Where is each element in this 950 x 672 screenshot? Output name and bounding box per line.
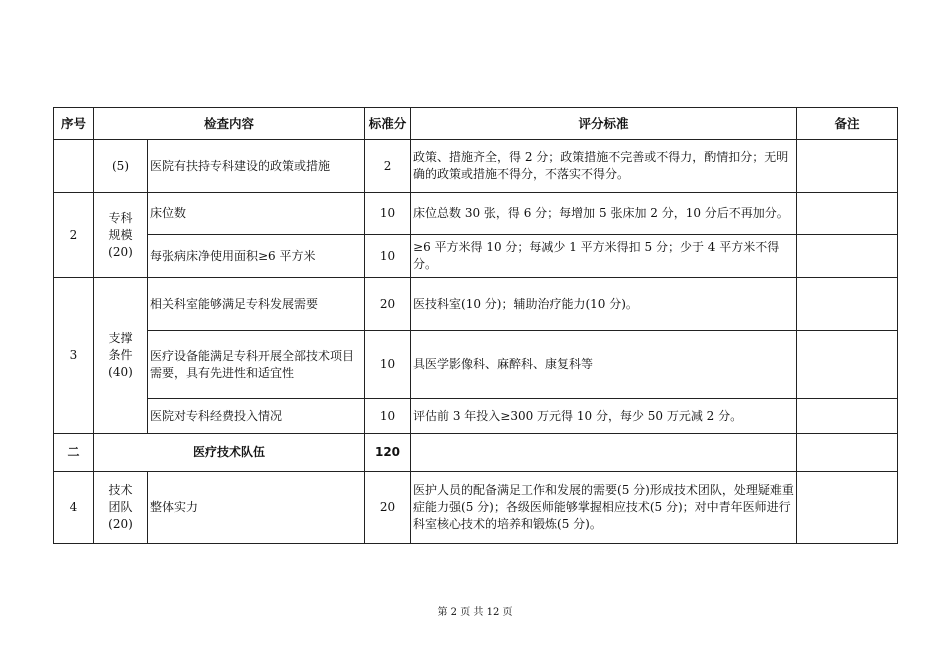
row-item: 每张病床净使用面积≥6 平方米 [148,235,365,278]
row-item: 医院有扶持专科建设的政策或措施 [148,140,365,193]
page-footer: 第 2 页 共 12 页 [437,607,513,618]
table-row [54,235,898,278]
header-criteria: 评分标准 [411,108,797,140]
row-score: 2 [365,140,411,193]
row-item: 相关科室能够满足专科发展需要 [148,278,365,331]
section-row [54,434,898,472]
row-subcategory: (5) [94,140,148,193]
row-score: 10 [365,399,411,434]
section-score: 120 [365,434,411,472]
row-remark [797,331,898,399]
row-score: 10 [365,193,411,235]
section-criteria [411,434,797,472]
row-criteria: ≥6 平方米得 10 分；每减少 1 平方米得扣 5 分；少于 4 平方米不得分。 [411,235,797,278]
row-criteria: 医技科室(10 分)；辅助治疗能力(10 分)。 [411,278,797,331]
row-criteria: 政策、措施齐全，得 2 分；政策措施不完善或不得力，酌情扣分；无明确的政策或措施不得分，不落实不得分。 [411,140,797,193]
row-score: 20 [365,472,411,544]
row-seq: 4 [54,472,94,544]
section-title: 医疗技术队伍 [94,434,365,472]
row-item: 整体实力 [148,472,365,544]
row-subcategory: 技术 团队 (20) [94,472,148,544]
row-seq: 3 [54,278,94,434]
row-criteria: 评估前 3 年投入≥300 万元得 10 分，每少 50 万元减 2 分。 [411,399,797,434]
row-remark [797,140,898,193]
row-remark [797,193,898,235]
row-criteria: 具医学影像科、麻醉科、康复科等 [411,331,797,399]
header-score: 标准分 [365,108,411,140]
section-remark [797,434,898,472]
table-row [54,278,898,331]
row-criteria: 床位总数 30 张，得 6 分；每增加 5 张床加 2 分，10 分后不再加分。 [411,193,797,235]
row-remark [797,399,898,434]
table-row [54,140,898,193]
row-subcategory: 支撑 条件 (40) [94,278,148,434]
row-remark [797,278,898,331]
row-remark [797,235,898,278]
table-row [54,399,898,434]
evaluation-table [53,107,898,544]
header-remark: 备注 [797,108,898,140]
table-row [54,331,898,399]
row-seq [54,140,94,193]
row-item: 医疗设备能满足专科开展全部技术项目需要，具有先进性和适宜性 [148,331,365,399]
row-item: 床位数 [148,193,365,235]
row-remark [797,472,898,544]
table-row [54,472,898,544]
table-row [54,193,898,235]
row-item: 医院对专科经费投入情况 [148,399,365,434]
row-criteria: 医护人员的配备满足工作和发展的需要(5 分)形成技术团队，处理疑难重症能力强(5 分)；各级医师能够掌握相应技术(5 分)；对中青年医师进行科室核心技术的培养和锻炼(5 分)。 [411,472,797,544]
section-seq: 二 [54,434,94,472]
row-seq: 2 [54,193,94,278]
header-content: 检查内容 [94,108,365,140]
row-score: 10 [365,331,411,399]
table-header-row [54,108,898,140]
row-score: 20 [365,278,411,331]
row-score: 10 [365,235,411,278]
header-seq: 序号 [54,108,94,140]
row-subcategory: 专科 规模 (20) [94,193,148,278]
